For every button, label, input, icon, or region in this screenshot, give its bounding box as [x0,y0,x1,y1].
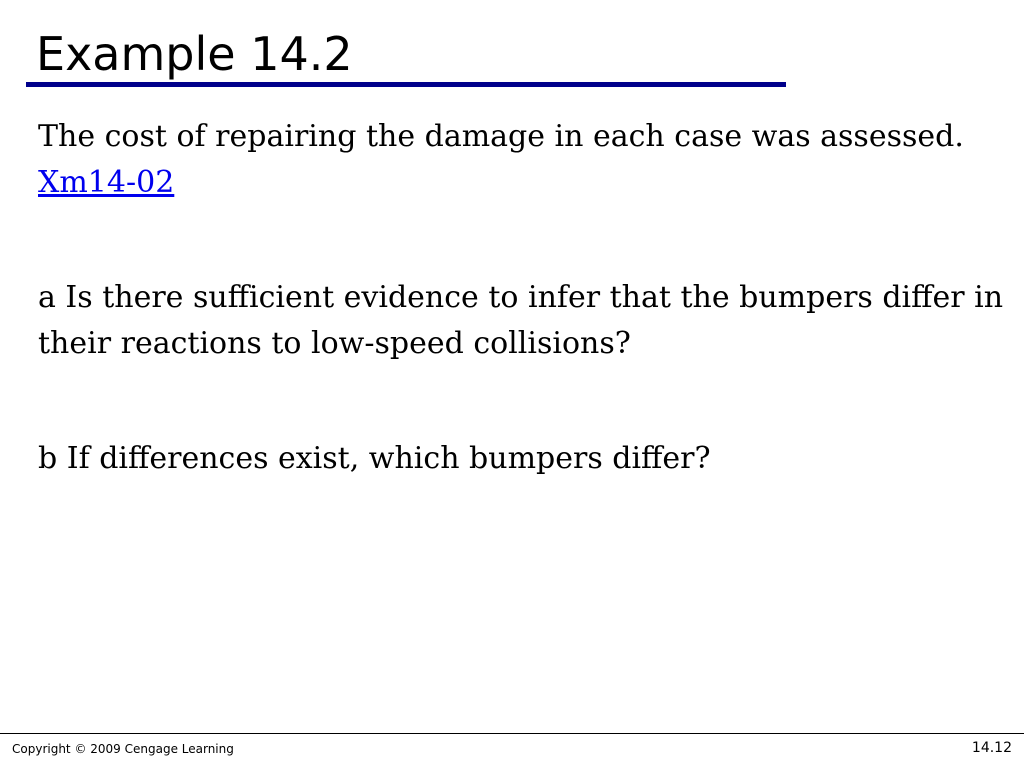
slide-number: 14.12 [971,740,1012,756]
data-file-link[interactable]: Xm14-02 [38,165,175,200]
intro-text: The cost of repairing the damage in each case was assessed. [38,119,964,154]
copyright-notice: Copyright © 2009 Cengage Learning [12,742,234,756]
footer-divider [0,733,1024,734]
question-a: a Is there sufficient evidence to infer that the bumpers differ in their reactions to low-speed collisions? [38,280,1004,361]
question-b: b If differences exist, which bumpers differ? [38,441,711,476]
intro-paragraph [38,114,1008,206]
slide-title: Example 14.2 [36,27,353,81]
title-underline [26,82,786,87]
